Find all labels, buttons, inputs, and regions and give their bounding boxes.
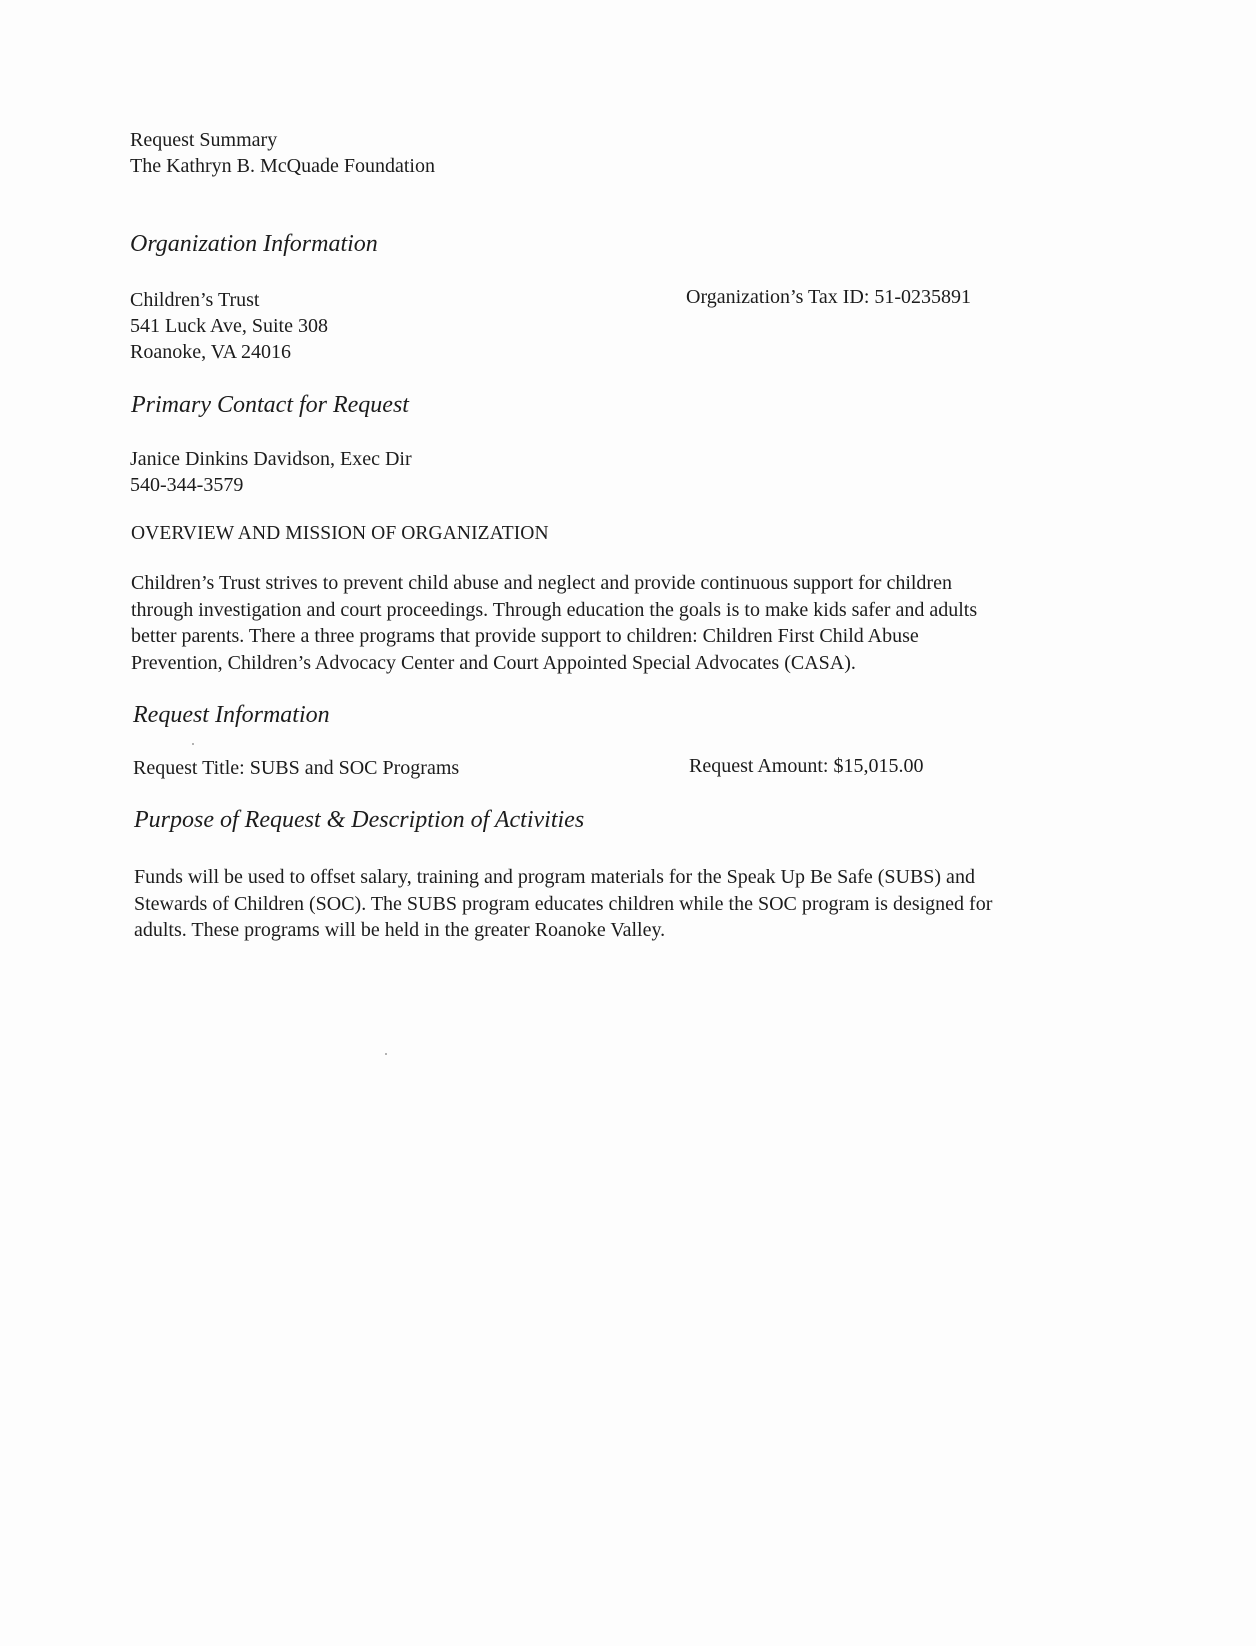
- organization-address-line2: Roanoke, VA 24016: [130, 341, 291, 363]
- purpose-heading: Purpose of Request & Description of Activities: [134, 807, 585, 833]
- organization-name: Children’s Trust: [130, 289, 260, 311]
- organization-address-line1: 541 Luck Ave, Suite 308: [130, 315, 328, 337]
- overview-heading: OVERVIEW AND MISSION OF ORGANIZATION: [131, 523, 549, 544]
- contact-heading: Primary Contact for Request: [131, 392, 409, 418]
- contact-phone: 540-344-3579: [130, 474, 244, 496]
- overview-paragraph: [131, 570, 977, 676]
- overview-line: better parents. There a three programs that provide support to children: Children First Child Abuse: [131, 625, 919, 647]
- overview-line: Prevention, Children’s Advocacy Center and Court Appointed Special Advocates (CASA).: [131, 651, 856, 674]
- purpose-line: adults. These programs will be held in the greater Roanoke Valley.: [134, 919, 666, 941]
- header-foundation: The Kathryn B. McQuade Foundation: [130, 155, 435, 177]
- purpose-line: Funds will be used to offset salary, training and program materials for the Speak Up Be Safe (SUBS) and: [134, 866, 975, 888]
- header-title: Request Summary: [130, 129, 278, 151]
- organization-heading: Organization Information: [130, 231, 378, 257]
- overview-line: Children’s Trust strives to prevent child abuse and neglect and provide continuous support for children: [131, 572, 952, 594]
- contact-name: Janice Dinkins Davidson, Exec Dir: [130, 448, 412, 470]
- request-heading: Request Information: [133, 702, 330, 728]
- organization-tax-id: Organization’s Tax ID: 51-0235891: [686, 286, 972, 308]
- request-title: Request Title: SUBS and SOC Programs: [133, 757, 460, 779]
- scan-speck: [192, 743, 194, 745]
- purpose-line: Stewards of Children (SOC). The SUBS program educates children while the SOC program is designed for: [134, 892, 993, 915]
- purpose-paragraph: [134, 864, 992, 944]
- scan-speck: [385, 1053, 387, 1055]
- request-amount: Request Amount: $15,015.00: [689, 755, 924, 777]
- overview-line: through investigation and court proceedings. Through education the goals is to make kids safer and adults: [131, 598, 978, 621]
